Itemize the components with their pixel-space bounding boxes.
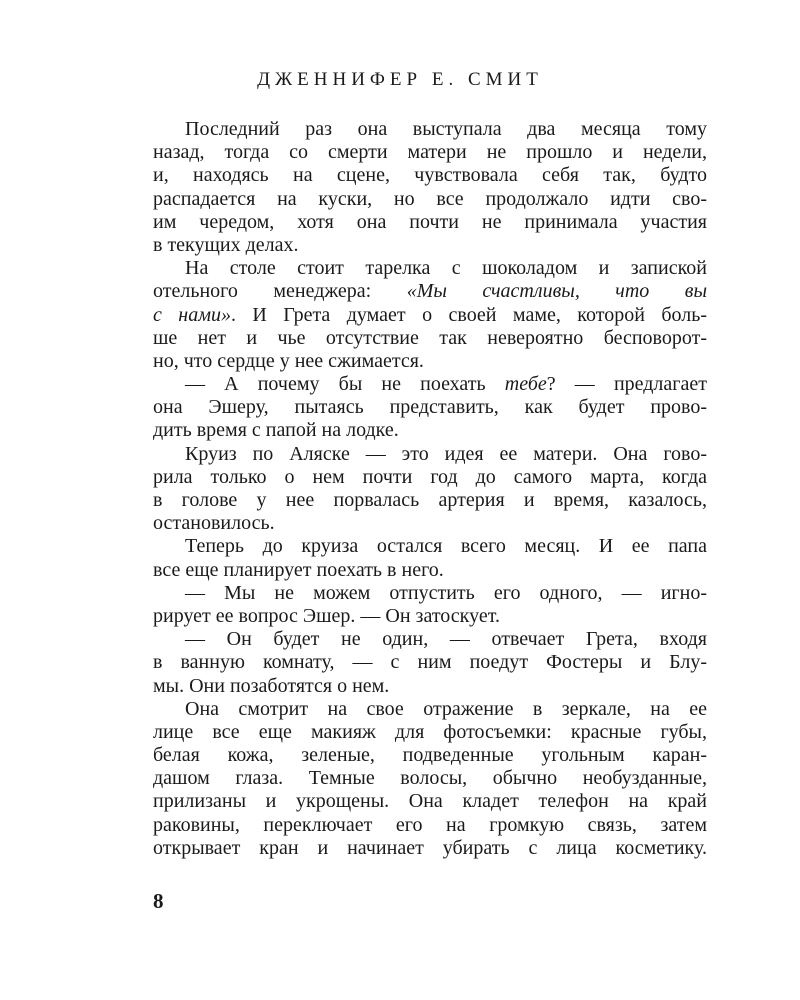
paragraph [153,257,707,373]
text-line: ше нет и чье отсутствие так невероятно бесповорот- [153,326,707,349]
text-line: Круиз по Аляске — это идея ее матери. Она гово- [185,442,707,465]
paragraph [153,373,707,443]
italic-quote: «Мы счастливы, что вы [406,280,707,303]
text-line: дить время с папой на лодке. [153,419,399,442]
paragraph [153,118,707,257]
text-line: в голове у нее порвалась артерия и время, казалось, [153,489,707,511]
text-line: белая кожа, зеленые, подведенные угольным каран- [153,744,707,767]
text-line: Она смотрит на свое отражение в зеркале, на ее [185,697,707,720]
paragraph [153,698,707,860]
text-line: все еще планирует поехать в него. [153,558,444,581]
text-line: — Он будет не один, — отвечает Грета, входя [185,628,707,651]
text-line: прилизаны и укрощены. Она кладет телефон на край [153,790,707,813]
text-fragment: — А почему бы не поехать [185,373,505,396]
text-line: рила только о нем почти год до самого марта, когда [153,465,707,488]
text-line: и, находясь на сцене, чувствовала себя так, будто [153,164,707,187]
text-line: — Мы не можем отпустить его одного, — игно- [185,581,707,604]
text-line: назад, тогда со смерти матери не прошло и недели, [153,141,707,164]
text-fragment: ? — предлагает [546,373,707,396]
text-line: рирует ее вопрос Эшер. — Он затоскует. [153,604,500,627]
italic-word: тебе [504,373,547,396]
text-line: На столе стоит тарелка с шоколадом и запиской [185,257,707,280]
paragraph [153,628,707,698]
text-line: Теперь до круиза остался всего месяц. И ее папа [185,535,707,558]
text-line: Последний раз она выступала два месяца тому [185,118,707,140]
text-line: мы. Они позаботятся о нем. [153,674,390,697]
page-number: 8 [153,889,164,913]
paragraph [153,535,707,581]
text-line: раковины, переключает его на громкую связь, затем [153,813,707,836]
text-line: распадается на куски, но все продолжало идти сво- [153,187,707,210]
text-fragment: . И Грета думает о своей маме, которой боль- [230,303,707,326]
text-line [153,280,707,303]
text-line: в текущих делах. [153,233,299,256]
body-text [153,118,707,860]
text-line: остановилось. [153,512,275,535]
paragraph [153,443,707,536]
running-head-author: ДЖЕННИФЕР Е. СМИТ [257,69,543,90]
text-line [153,373,707,396]
text-line: лице все еще макияж для фотосъемки: красные губы, [153,720,707,743]
italic-quote: с нами» [153,303,231,326]
text-line: в ванную комнату, — с ним поедут Фостеры и Блу- [153,651,707,674]
text-line: дашом глаза. Темные волосы, обычно необузданные, [153,767,707,790]
text-line: но, что сердце у нее сжимается. [153,349,424,372]
text-line: им чередом, хотя она почти не принимала участия [153,210,707,233]
paragraph [153,582,707,628]
text-line: открывает кран и начинает убирать с лица косметику. [153,836,707,859]
text-line: она Эшеру, пытаясь представить, как будет прово- [153,396,707,419]
text-fragment: отельного менеджера: [153,280,407,303]
text-line [153,304,707,327]
